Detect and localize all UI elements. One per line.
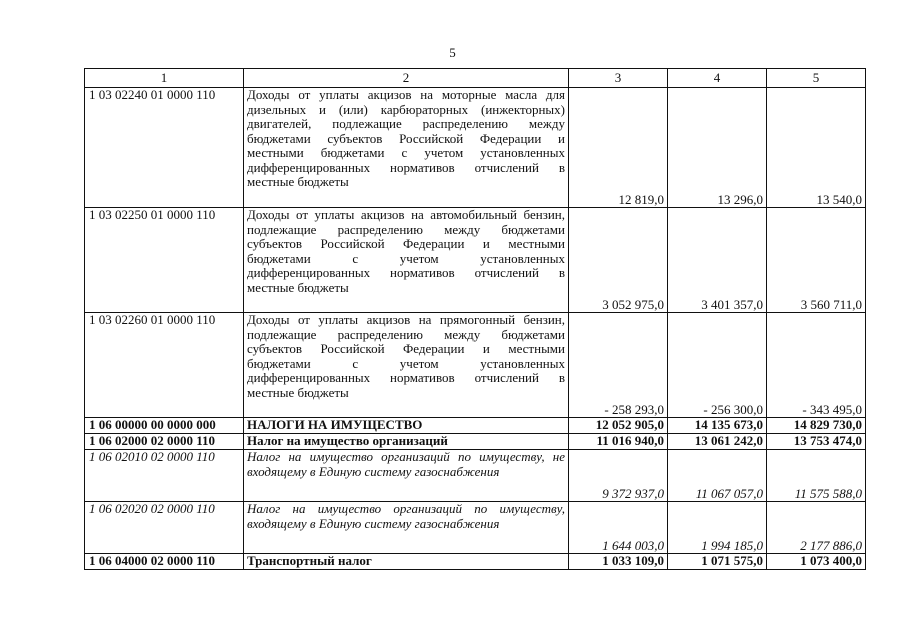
table-header-row: [85, 69, 866, 88]
row-value-col5: 13 540,0: [767, 88, 866, 208]
row-value-col5: 14 829 730,0: [767, 418, 866, 434]
table-row: [85, 450, 866, 502]
row-name: Налог на имущество организаций: [244, 434, 569, 450]
table-row: [85, 313, 866, 418]
row-code: 1 06 00000 00 0000 000: [85, 418, 244, 434]
row-value-col4: 1 071 575,0: [668, 554, 767, 570]
row-value-col4: 3 401 357,0: [668, 208, 767, 313]
row-code: 1 06 02010 02 0000 110: [85, 450, 244, 502]
row-name: Доходы от уплаты акцизов на автомобильный бензин, подлежащие распределению между бюджетами субъектов Российской Федерации и местными бюджетами с учетом установленных дифференцированных нормативов отчислений в местные бюджеты: [244, 208, 569, 313]
row-value-col3: 11 016 940,0: [569, 434, 668, 450]
row-code: 1 03 02260 01 0000 110: [85, 313, 244, 418]
row-value-col5: - 343 495,0: [767, 313, 866, 418]
table-row: [85, 554, 866, 570]
page-number: 5: [449, 45, 456, 60]
row-code: 1 06 02000 02 0000 110: [85, 434, 244, 450]
row-value-col5: 1 073 400,0: [767, 554, 866, 570]
row-code: 1 03 02240 01 0000 110: [85, 88, 244, 208]
budget-revenue-table: [84, 68, 866, 570]
row-value-col4: 1 994 185,0: [668, 502, 767, 554]
table-row: [85, 418, 866, 434]
row-value-col3: 3 052 975,0: [569, 208, 668, 313]
row-name: НАЛОГИ НА ИМУЩЕСТВО: [244, 418, 569, 434]
row-value-col5: 3 560 711,0: [767, 208, 866, 313]
row-value-col4: 14 135 673,0: [668, 418, 767, 434]
column-header-1: 1: [85, 69, 244, 88]
row-value-col3: 1 644 003,0: [569, 502, 668, 554]
row-value-col5: 11 575 588,0: [767, 450, 866, 502]
column-header-3: 3: [569, 69, 668, 88]
row-value-col3: 12 052 905,0: [569, 418, 668, 434]
row-value-col4: 13 296,0: [668, 88, 767, 208]
row-value-col5: 2 177 886,0: [767, 502, 866, 554]
row-code: 1 06 02020 02 0000 110: [85, 502, 244, 554]
table-row: [85, 88, 866, 208]
row-code: 1 03 02250 01 0000 110: [85, 208, 244, 313]
row-value-col5: 13 753 474,0: [767, 434, 866, 450]
column-header-4: 4: [668, 69, 767, 88]
table-row: [85, 502, 866, 554]
table-row: [85, 208, 866, 313]
row-value-col4: 13 061 242,0: [668, 434, 767, 450]
row-value-col4: 11 067 057,0: [668, 450, 767, 502]
row-value-col4: - 256 300,0: [668, 313, 767, 418]
row-value-col3: - 258 293,0: [569, 313, 668, 418]
row-name: Налог на имущество организаций по имуществу, не входящему в Единую систему газоснабжения: [244, 450, 569, 502]
row-code: 1 06 04000 02 0000 110: [85, 554, 244, 570]
column-header-5: 5: [767, 69, 866, 88]
row-name: Транспортный налог: [244, 554, 569, 570]
row-name: Доходы от уплаты акцизов на прямогонный бензин, подлежащие распределению между бюджетами субъектов Российской Федерации и местными бюджетами с учетом установленных дифференцированных нормативов отчислений в местные бюджеты: [244, 313, 569, 418]
row-value-col3: 12 819,0: [569, 88, 668, 208]
row-value-col3: 1 033 109,0: [569, 554, 668, 570]
row-value-col3: 9 372 937,0: [569, 450, 668, 502]
column-header-2: 2: [244, 69, 569, 88]
table-row: [85, 434, 866, 450]
row-name: Доходы от уплаты акцизов на моторные масла для дизельных и (или) карбюраторных (инжекторных) двигателей, подлежащие распределению между бюджетами субъектов Российской Федерации и местными бюджетами с учетом установленных дифференцированных нормативов отчислений в местные бюджеты: [244, 88, 569, 208]
row-name: Налог на имущество организаций по имуществу, входящему в Единую систему газоснабжения: [244, 502, 569, 554]
